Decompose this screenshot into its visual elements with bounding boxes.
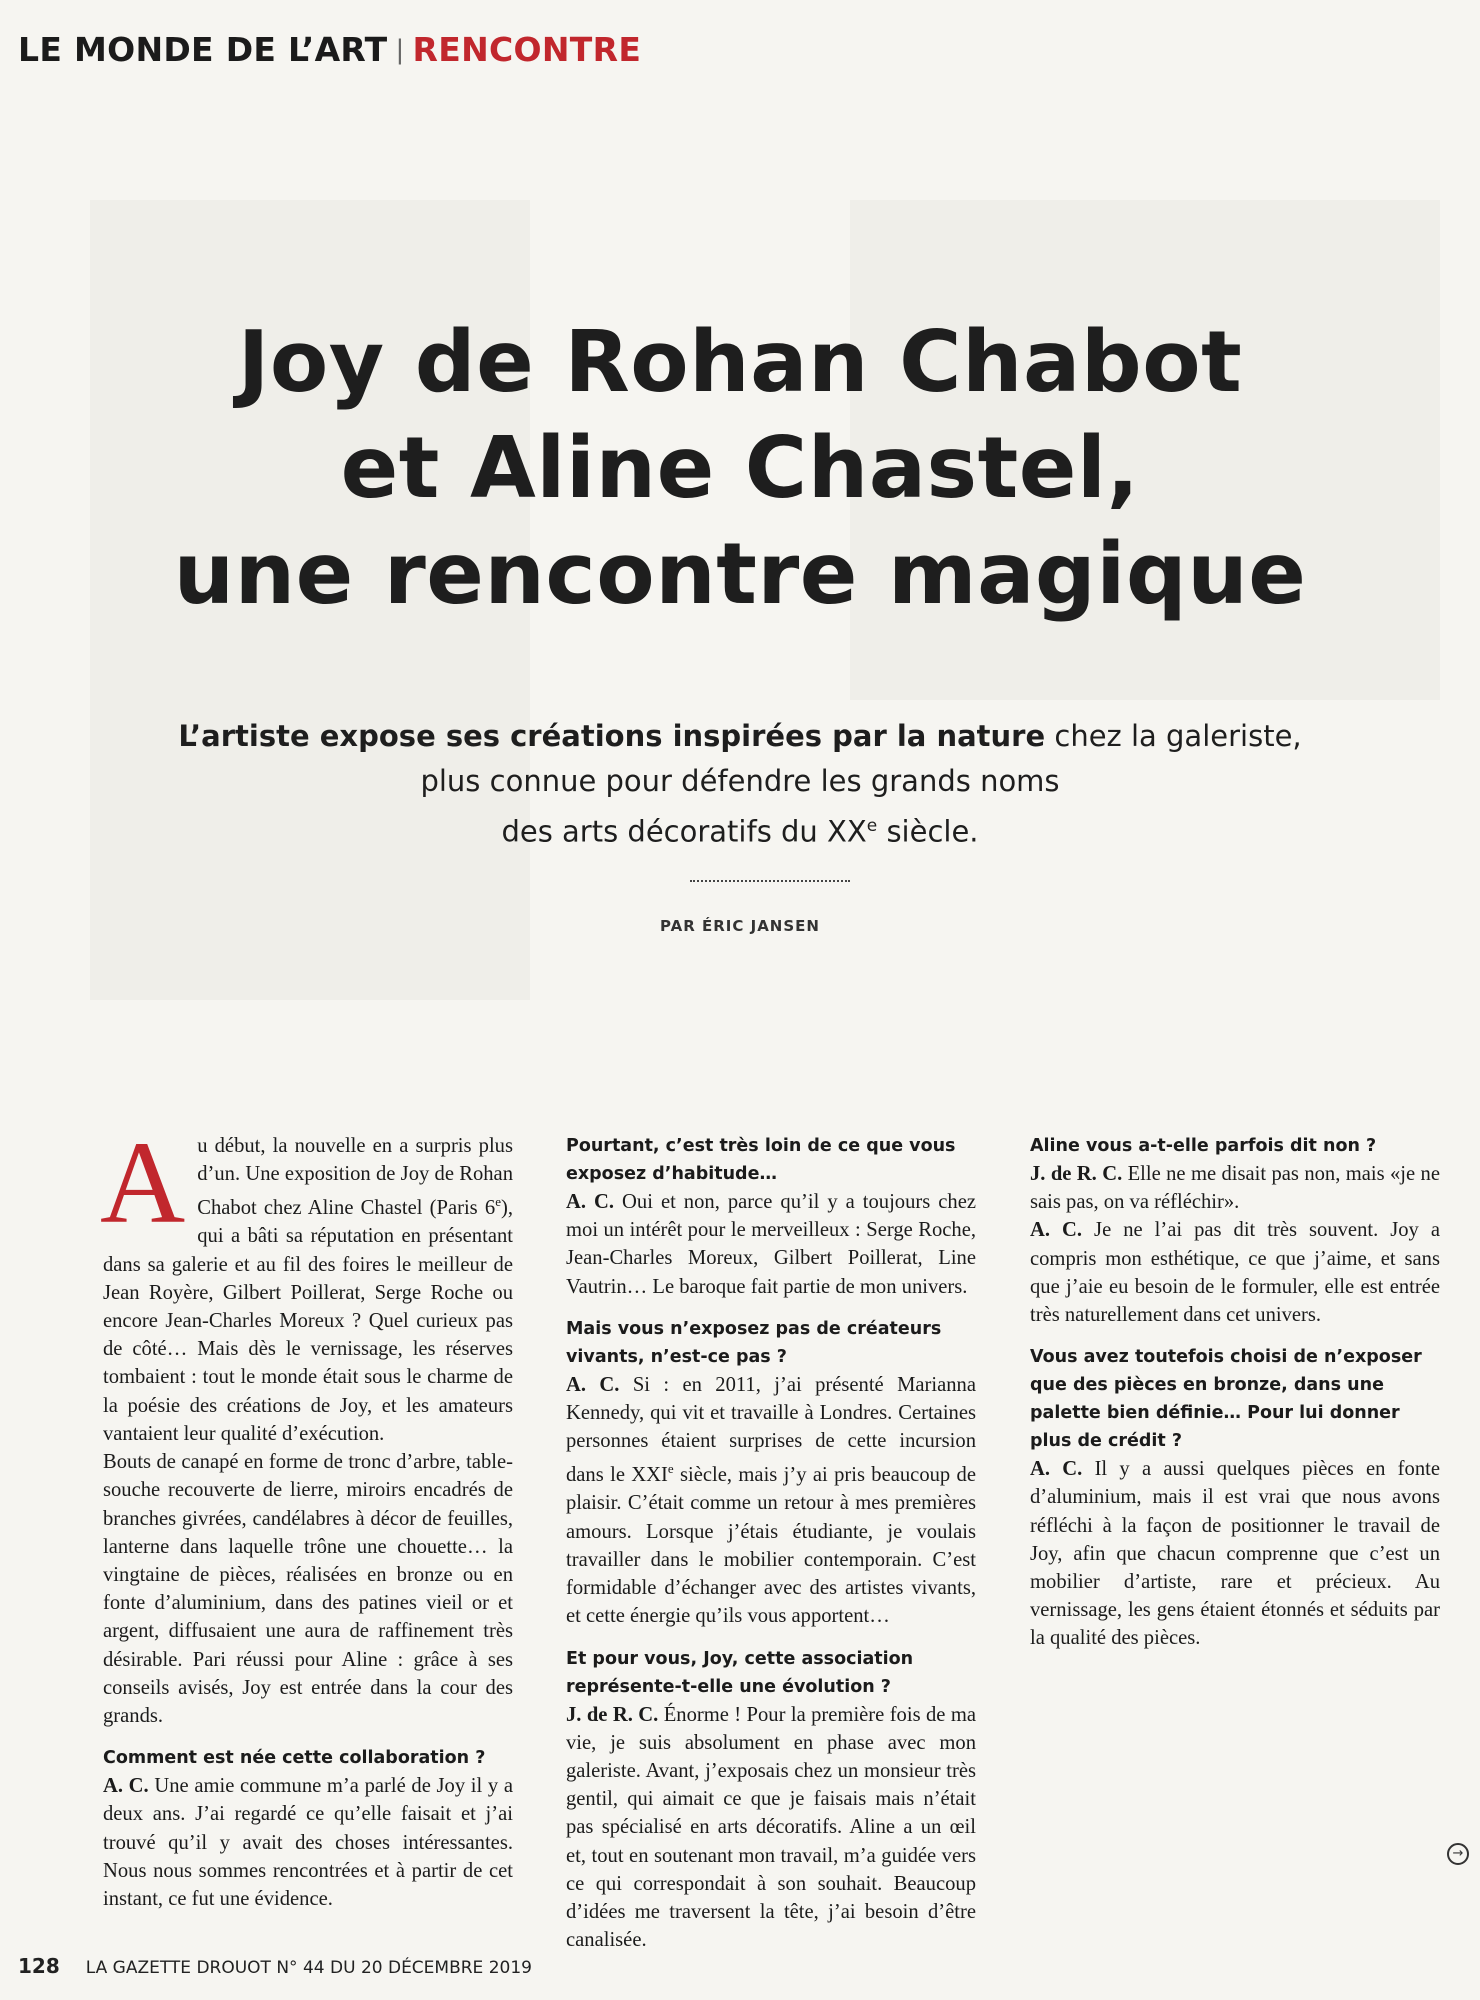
standfirst-text: siècle. <box>877 814 979 849</box>
paragraph <box>100 1117 513 1448</box>
speaker-initials: A. C. <box>1030 1219 1083 1242</box>
standfirst-line <box>0 714 1480 759</box>
answer-text: Énorme ! Pour la première fois de ma vie, je suis absolument en phase avec mon galeriste. Avant, j’exposais chez un monsieur très gentil, qui aimait ce que je faisais mais n’était pas spécialisé en arts décoratifs. Aline a un œil et, tout en soutenant mon travail, m’a guidée vers ce qui correspondait à son souhait. Beaucoup d’idées me traversent la tête, j’ai besoin d’être canalisée. <box>566 1703 976 1952</box>
page-number: 128 <box>18 1954 60 1978</box>
article-title <box>0 310 1480 628</box>
superscript: e <box>866 816 878 836</box>
interview-question: Et pour vous, Joy, cette association représente-t-elle une évolution ? <box>566 1648 914 1697</box>
standfirst <box>0 714 1480 855</box>
answer-text: Elle ne me disait pas non, mais «je ne sais pas, on va réfléchir». <box>1030 1163 1440 1214</box>
answer-text: Je ne l’ai pas dit très souvent. Joy a compris mon esthétique, ce que j’aime, et sans que j’aie eu besoin de le formuler, elle est entrée très naturellement dans cet univers. <box>1030 1219 1440 1327</box>
answer-text: Oui et non, parce qu’il y a toujours chez moi un intérêt pour le merveilleux : Serge Roche, Jean-Charles Moreux, Gilbert Poillerat, Line Vautrin… Le baroque fait partie de mon univers. <box>566 1191 976 1298</box>
standfirst-text: chez la galeriste, <box>1045 719 1302 753</box>
interview-question: Mais vous n’exposez pas de créateurs vivants, n’est-ce pas ? <box>566 1318 942 1367</box>
dotted-divider <box>690 880 850 884</box>
article-column-1 <box>100 1117 513 1913</box>
paragraph: Bouts de canapé en forme de tronc d’arbre, table-souche recouverte de lierre, miroirs encadrés de branches givrées, candélabres à décor de feuilles, lanterne dans laquelle trône une chouette… la vingtaine de pièces, réalisées en bronze ou en fonte d’aluminium, dans des patines vieil or et argent, diffusaient une aura de raffinement très désirable. Pari réussi pour Aline : grâce à ses conseils avisés, Joy est entrée dans la cour des grands. <box>103 1451 513 1727</box>
paragraph-text: u début, la nouvelle en a surpris plus d’un. Une exposition de Joy de Rohan Chabot chez Aline Chastel (Paris 6 <box>197 1135 513 1220</box>
speaker-initials: J. de R. C. <box>566 1703 659 1726</box>
rubric-label: RENCONTRE <box>412 30 642 69</box>
answer-text: siècle, mais j’y ai pris beaucoup de plaisir. C’était comme un retour à mes premières amours. Lorsque j’étais étudiante, je voulais travailler dans le mobilier contemporain. C’est formidable d’échanger avec des artistes vivants, et cette énergie qu’ils vous apportent… <box>566 1464 976 1628</box>
standfirst-text: des arts décoratifs du XX <box>501 814 867 849</box>
section-label: LE MONDE DE L’ART <box>18 30 388 69</box>
standfirst-line: plus connue pour défendre les grands noms <box>420 764 1060 798</box>
answer-text: Si : en 2011, j’ai présenté Marianna Kennedy, qui vit et travaille à Londres. Certaines personnes étaient surprises de cette incursion dans le XXI <box>566 1373 976 1487</box>
publication-info: LA GAZETTE DROUOT N° 44 DU 20 DÉCEMBRE 2019 <box>85 1958 532 1978</box>
paragraph-text: ), qui a bâti sa réputation en présentant dans sa galerie et au fil des foires le meilleur de Jean Royère, Gilbert Poillerat, Serge Roche ou encore Jean-Charles Moreux ? Quel curieux pas de côté… Mais dès le vernissage, les réserves tombaient : tout le monde était sous le charme de la poésie des créations de Joy, et les amateurs vantaient leur qualité d’exécution. <box>103 1197 513 1445</box>
header-separator: | <box>395 35 405 65</box>
drop-cap: A <box>100 1117 186 1248</box>
superscript: e <box>667 1461 674 1477</box>
article-column-3 <box>1030 1132 1440 1653</box>
speaker-initials: A. C. <box>1030 1458 1083 1481</box>
interview-question: Pourtant, c’est très loin de ce que vous exposez d’habitude… <box>566 1136 956 1184</box>
interview-answer <box>566 1701 976 1955</box>
title-line: Joy de Rohan Chabot <box>237 313 1243 412</box>
interview-question: Aline vous a-t-elle parfois dit non ? <box>1030 1136 1377 1156</box>
page-footer <box>18 1954 532 1978</box>
interview-answer <box>103 1772 513 1913</box>
interview-answer <box>1030 1160 1440 1216</box>
arrow-right-circle-icon: → <box>1447 1843 1469 1865</box>
answer-text: Il y a aussi quelques pièces en fonte d’aluminium, mais il est vrai que nous avons réfléchi à la façon de positionner le travail de Joy, afin que chacun comprenne que c’est un mobilier d’artiste, rare et précieux. Au vernissage, les gens étaient étonnés et séduits par la qualité des pièces. <box>1030 1458 1440 1650</box>
interview-answer <box>1030 1455 1440 1652</box>
speaker-initials: A. C. <box>566 1373 620 1396</box>
standfirst-bold: L’artiste expose ses créations inspirées par la nature <box>178 719 1046 753</box>
title-line: et Aline Chastel, <box>340 419 1140 518</box>
standfirst-line <box>0 804 1480 855</box>
byline: PAR ÉRIC JANSEN <box>660 917 820 935</box>
interview-question: Comment est née cette collaboration ? <box>103 1748 486 1769</box>
speaker-initials: A. C. <box>103 1775 149 1798</box>
title-line: une rencontre magique <box>173 525 1307 624</box>
speaker-initials: A. C. <box>566 1191 615 1213</box>
interview-answer <box>566 1371 976 1631</box>
speaker-initials: J. de R. C. <box>1030 1163 1123 1185</box>
interview-question: Vous avez toutefois choisi de n’exposer que des pièces en bronze, dans une palette bien définie… Pour lui donner plus de crédit ? <box>1030 1347 1422 1452</box>
section-header <box>18 30 641 69</box>
superscript: e <box>495 1194 501 1210</box>
interview-answer <box>566 1188 976 1301</box>
answer-text: Une amie commune m’a parlé de Joy il y a deux ans. J’ai regardé ce qu’elle faisait et j’ai trouvé qu’il y avait des choses intéressantes. Nous nous sommes rencontrées et à partir de cet instant, ce fut une évidence. <box>103 1775 513 1910</box>
article-column-2 <box>566 1132 976 1954</box>
interview-answer <box>1030 1216 1440 1329</box>
